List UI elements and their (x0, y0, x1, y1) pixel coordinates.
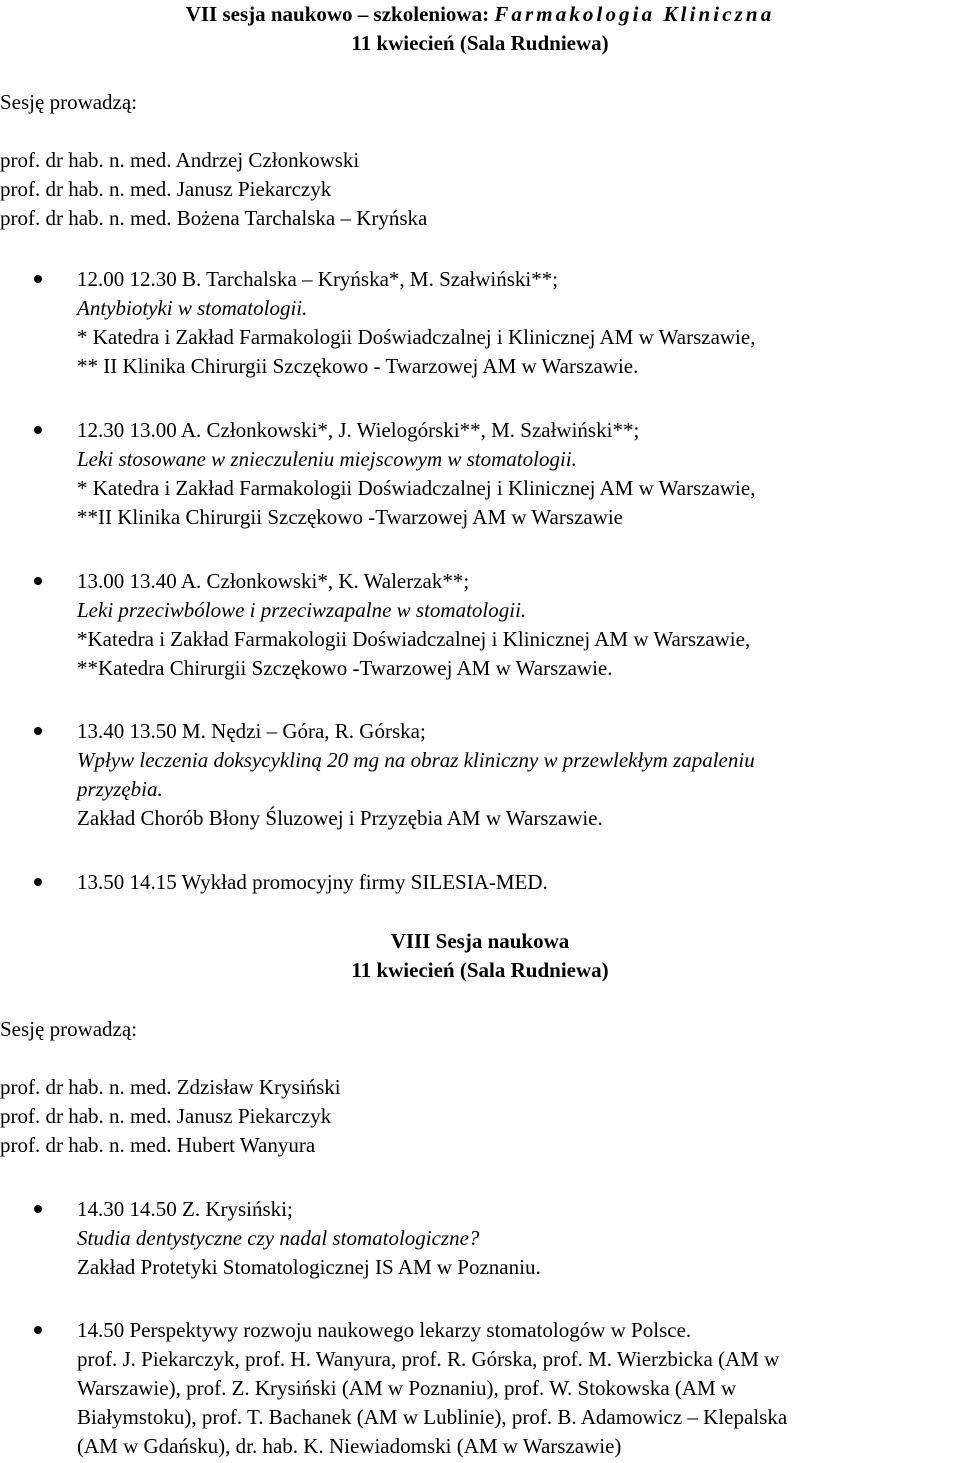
talk-time-authors: 13.40 13.50 M. Nędzi – Góra, R. Górska; (77, 719, 426, 743)
session7-chair: prof. dr hab. n. med. Andrzej Członkowski (0, 148, 360, 172)
talk-time-authors: 13.00 13.40 A. Członkowski*, K. Walerzak**; (77, 569, 470, 593)
bullet-icon (34, 1205, 42, 1213)
session7-chairs-label: Sesję prowadzą: (0, 90, 138, 114)
talk-time-authors: 12.00 12.30 B. Tarchalska – Kryńska*, M. Szałwiński**; (77, 267, 559, 291)
talk-affiliation: **II Klinika Chirurgii Szczękowo -Twarzowej AM w Warszawie (77, 505, 623, 529)
talk-title: Studia dentystyczne czy nadal stomatologiczne? (77, 1226, 480, 1250)
talk-affiliation: **Katedra Chirurgii Szczękowo -Twarzowej AM w Warszawie. (77, 656, 613, 680)
session7-chair: prof. dr hab. n. med. Janusz Piekarczyk (0, 177, 332, 201)
panel-line: Warszawie), prof. Z. Krysiński (AM w Poznaniu), prof. W. Stokowska (AM w (77, 1376, 737, 1400)
bullet-icon (34, 426, 42, 434)
bullet-icon (34, 727, 42, 735)
talk-affiliation: *Katedra i Zakład Farmakologii Doświadczalnej i Klinicznej AM w Warszawie, (77, 627, 751, 651)
bullet-icon (34, 878, 42, 886)
talk-time-authors: 13.50 14.15 Wykład promocyjny firmy SILESIA-MED. (77, 870, 548, 894)
session7-title-prefix: VII sesja naukowo – szkoleniowa: (185, 2, 495, 26)
bullet-icon (34, 1326, 42, 1334)
bullet-icon (34, 577, 42, 585)
panel-line: prof. J. Piekarczyk, prof. H. Wanyura, prof. R. Górska, prof. M. Wierzbicka (AM w (77, 1347, 780, 1371)
talk-time-authors: 14.30 14.50 Z. Krysiński; (77, 1197, 293, 1221)
talk-affiliation: ** II Klinika Chirurgii Szczękowo - Twarzowej AM w Warszawie. (77, 354, 639, 378)
panel-line: (AM w Gdańsku), dr. hab. K. Niewiadomski (AM w Warszawie) (77, 1434, 622, 1458)
bullet-icon (34, 275, 42, 283)
talk-affiliation: Zakład Chorób Błony Śluzowej i Przyzębia AM w Warszawie. (77, 806, 603, 830)
talk-title: Leki stosowane w znieczuleniu miejscowym w stomatologii. (77, 447, 577, 471)
session8-title: VIII Sesja naukowa (390, 929, 570, 953)
session8-chair: prof. dr hab. n. med. Zdzisław Krysiński (0, 1075, 341, 1099)
talk-affiliation: * Katedra i Zakład Farmakologii Doświadczalnej i Klinicznej AM w Warszawie, (77, 325, 756, 349)
session7-title-topic: Farmakologia Kliniczna (494, 2, 775, 26)
talk-affiliation: Zakład Protetyki Stomatologicznej IS AM w Poznaniu. (77, 1255, 541, 1279)
panel-line: Białymstoku), prof. T. Bachanek (AM w Lublinie), prof. B. Adamowicz – Klepalska (77, 1405, 788, 1429)
talk-title: Antybiotyki w stomatologii. (77, 296, 308, 320)
session7-date-room: 11 kwiecień (Sala Rudniewa) (351, 31, 609, 55)
talk-time-authors: 12.30 13.00 A. Członkowski*, J. Wielogórski**, M. Szałwiński**; (77, 418, 640, 442)
talk-time-authors: 14.50 Perspektywy rozwoju naukowego lekarzy stomatologów w Polsce. (77, 1318, 692, 1342)
session8-chair: prof. dr hab. n. med. Janusz Piekarczyk (0, 1104, 332, 1128)
session8-chair: prof. dr hab. n. med. Hubert Wanyura (0, 1133, 316, 1157)
session7-chair: prof. dr hab. n. med. Bożena Tarchalska – Kryńska (0, 206, 428, 230)
talk-title: Wpływ leczenia doksycykliną 20 mg na obraz kliniczny w przewlekłym zapaleniu (77, 748, 755, 772)
talk-affiliation: * Katedra i Zakład Farmakologii Doświadczalnej i Klinicznej AM w Warszawie, (77, 476, 756, 500)
talk-title: Leki przeciwbólowe i przeciwzapalne w stomatologii. (77, 598, 527, 622)
session8-chairs-label: Sesję prowadzą: (0, 1017, 138, 1041)
session7-title (0, 0, 960, 29)
talk-title: przyzębia. (77, 777, 163, 801)
session8-date-room: 11 kwiecień (Sala Rudniewa) (351, 958, 609, 982)
